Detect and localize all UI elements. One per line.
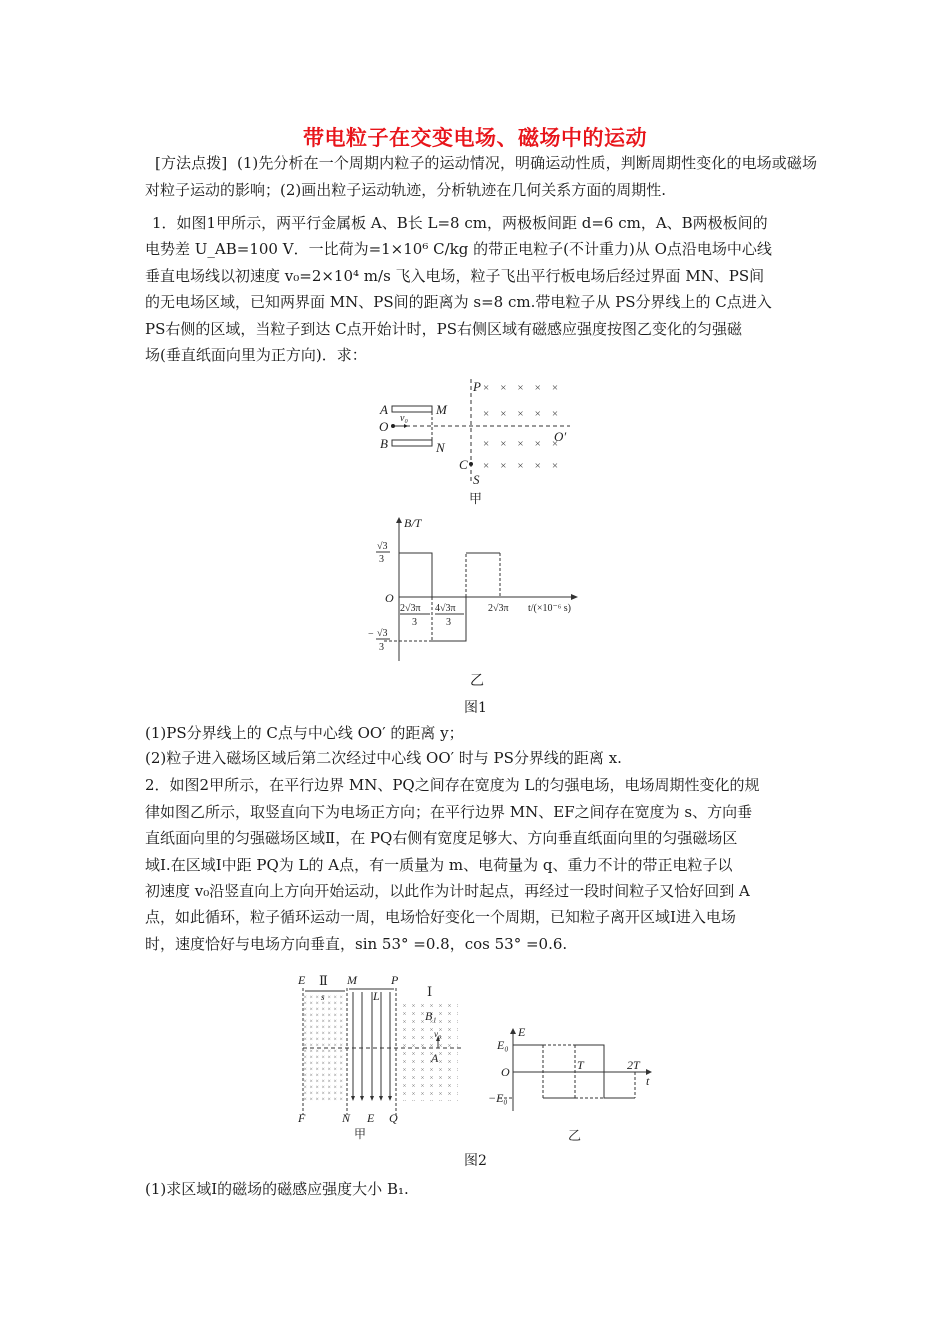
svg-text:E: E <box>298 973 306 987</box>
problem-2-line: 初速度 v₀沿竖直向上方向开始运动，以此作为计时起点，再经过一段时间粒子又恰好回到 A <box>145 882 750 900</box>
x-tick-2T: 2T <box>627 1058 640 1072</box>
svg-text:L: L <box>373 989 380 1003</box>
svg-text:N: N <box>342 1111 351 1125</box>
problem-1-line: 电势差 U_AB=100 V．一比荷为=1×10⁶ C/kg 的带正电粒子(不计重力)从 O点沿电场中心线 <box>145 240 772 258</box>
svg-text:√3: √3 <box>377 541 388 552</box>
origin-label: O <box>501 1065 510 1079</box>
problem-1-question: (1)PS分界线上的 C点与中心线 OO′ 的距离 y； <box>145 724 464 742</box>
problem-1-line: 垂直电场线以初速度 v₀=2×10⁴ m/s 飞入电场，粒子飞出平行板电场后经过界面 MN、PS间 <box>145 267 765 285</box>
svg-text:× × × × ×: × × × × × <box>483 382 559 394</box>
svg-text:v₀: v₀ <box>434 1029 442 1039</box>
problem-2-line: 律如图乙所示，取竖直向下为电场正方向；在平行边界 MN、EF之间存在宽度为 s、方向垂 <box>145 803 753 821</box>
problem-2-line: 直纸面向里的匀强磁场区域Ⅱ，在 PQ右侧有宽度足够大、方向垂直纸面向里的匀强磁场区 <box>145 829 738 847</box>
svg-text:Ⅱ: Ⅱ <box>319 973 328 988</box>
svg-text:P: P <box>391 973 399 987</box>
problem-1-line: 场(垂直纸面向里为正方向)．求： <box>145 346 367 364</box>
svg-text:N: N <box>436 440 445 455</box>
svg-text:v₀: v₀ <box>400 413 408 424</box>
svg-text:M: M <box>436 402 447 417</box>
method-tip-text: (1)先分析在一个周期内粒子的运动情况，明确运动性质，判断周期性变化的电场或磁场对粒子运动的影响；(2)画出粒子运动轨迹，分析轨迹在几何关系方面的周期性. <box>145 154 817 199</box>
svg-text:E: E <box>367 1111 375 1125</box>
svg-text:A: A <box>431 1051 439 1065</box>
page-title: 带电粒子在交变电场、磁场中的运动 <box>303 126 647 150</box>
svg-text:2√3π: 2√3π <box>400 603 421 614</box>
figure-1-jia-caption: 甲 <box>469 491 483 506</box>
problem-2-line: 时，速度恰好与电场方向垂直，sin 53° =0.8，cos 53° =0.6. <box>145 935 568 953</box>
svg-text:s: s <box>321 992 325 1002</box>
figure-1-caption: 图1 <box>464 700 487 716</box>
problem-2-line: 点，如此循环，粒子循环运动一周，电场恰好变化一个周期，已知粒子离开区域Ⅰ进入电场 <box>145 908 736 926</box>
problem-2-question: (1)求区域Ⅰ的磁场的磁感应强度大小 B₁. <box>145 1180 409 1198</box>
x-tick-3: 2√3π <box>488 603 509 614</box>
svg-text:−: − <box>368 629 374 640</box>
figure-2-caption: 图2 <box>464 1153 487 1169</box>
svg-text:× × × × ×: × × × × × <box>483 438 559 450</box>
y-axis-label: E <box>518 1025 526 1039</box>
figure-2-jia-caption: 甲 <box>354 1127 367 1141</box>
problem-2-line: 2．如图2甲所示，在平行边界 MN、PQ之间存在宽度为 L的匀强电场，电场周期性变化的规 <box>145 776 760 794</box>
x-tick-T: T <box>577 1058 584 1072</box>
problem-1-question: (2)粒子进入磁场区域后第二次经过中心线 OO′ 时与 PS分界线的距离 x. <box>145 749 622 767</box>
problem-2-line: 域Ⅰ.在区域Ⅰ中距 PQ为 L的 A点，有一质量为 m、电荷量为 q、重力不计的带正电粒子以 <box>145 856 733 874</box>
svg-text:F: F <box>298 1111 306 1125</box>
figure-1-yi-caption: 乙 <box>470 673 484 689</box>
svg-text:C: C <box>459 457 468 472</box>
svg-text:O′: O′ <box>554 429 567 444</box>
svg-text:Q: Q <box>389 1111 398 1125</box>
problem-1-line: PS右侧的区域，当粒子到达 C点开始计时，PS右侧区域有磁感应强度按图乙变化的匀强磁 <box>145 320 742 338</box>
svg-text:A: A <box>380 402 388 417</box>
y-axis-label: B/T <box>404 516 422 530</box>
svg-text:S: S <box>473 472 480 487</box>
svg-text:× × × × ×: × × × × × <box>483 460 559 472</box>
svg-text:Ⅰ: Ⅰ <box>427 984 433 999</box>
svg-text:3: 3 <box>446 617 451 628</box>
svg-text:M: M <box>347 973 357 987</box>
svg-text:−E₀: −E₀ <box>488 1091 508 1105</box>
svg-text:√3: √3 <box>377 628 388 639</box>
figure-1-jia <box>370 375 590 510</box>
svg-text:B: B <box>380 436 388 451</box>
svg-text:3: 3 <box>379 642 384 653</box>
svg-text:3: 3 <box>412 617 417 628</box>
x-axis-label: t/(×10⁻⁶ s) <box>528 603 572 614</box>
svg-text:E₀: E₀ <box>497 1038 509 1052</box>
problem-1-line: 1．如图1甲所示，两平行金属板 A、B长 L=8 cm，两极板间距 d=6 cm，A、B两极板间的 <box>152 214 768 232</box>
method-tip <box>145 150 817 203</box>
origin-label: O <box>385 591 394 605</box>
svg-text:P: P <box>473 379 481 394</box>
figure-2-yi-caption: 乙 <box>568 1128 582 1143</box>
problem-1-line: 的无电场区域，已知两界面 MN、PS间的距离为 s=8 cm.带电粒子从 PS分界线上的 C点进入 <box>145 293 772 311</box>
svg-text:3: 3 <box>379 554 384 565</box>
figure-2-yi <box>480 1005 660 1150</box>
svg-text:× × × × ×: × × × × × <box>483 408 559 420</box>
figure-2-jia <box>285 970 475 1145</box>
figure-1-yi <box>360 515 600 665</box>
svg-text:O: O <box>379 419 389 434</box>
method-tip-label: [方法点拨] <box>155 154 228 172</box>
x-axis-label: t <box>646 1074 650 1088</box>
svg-text:4√3π: 4√3π <box>435 603 456 614</box>
svg-text:B₁: B₁ <box>425 1009 437 1023</box>
